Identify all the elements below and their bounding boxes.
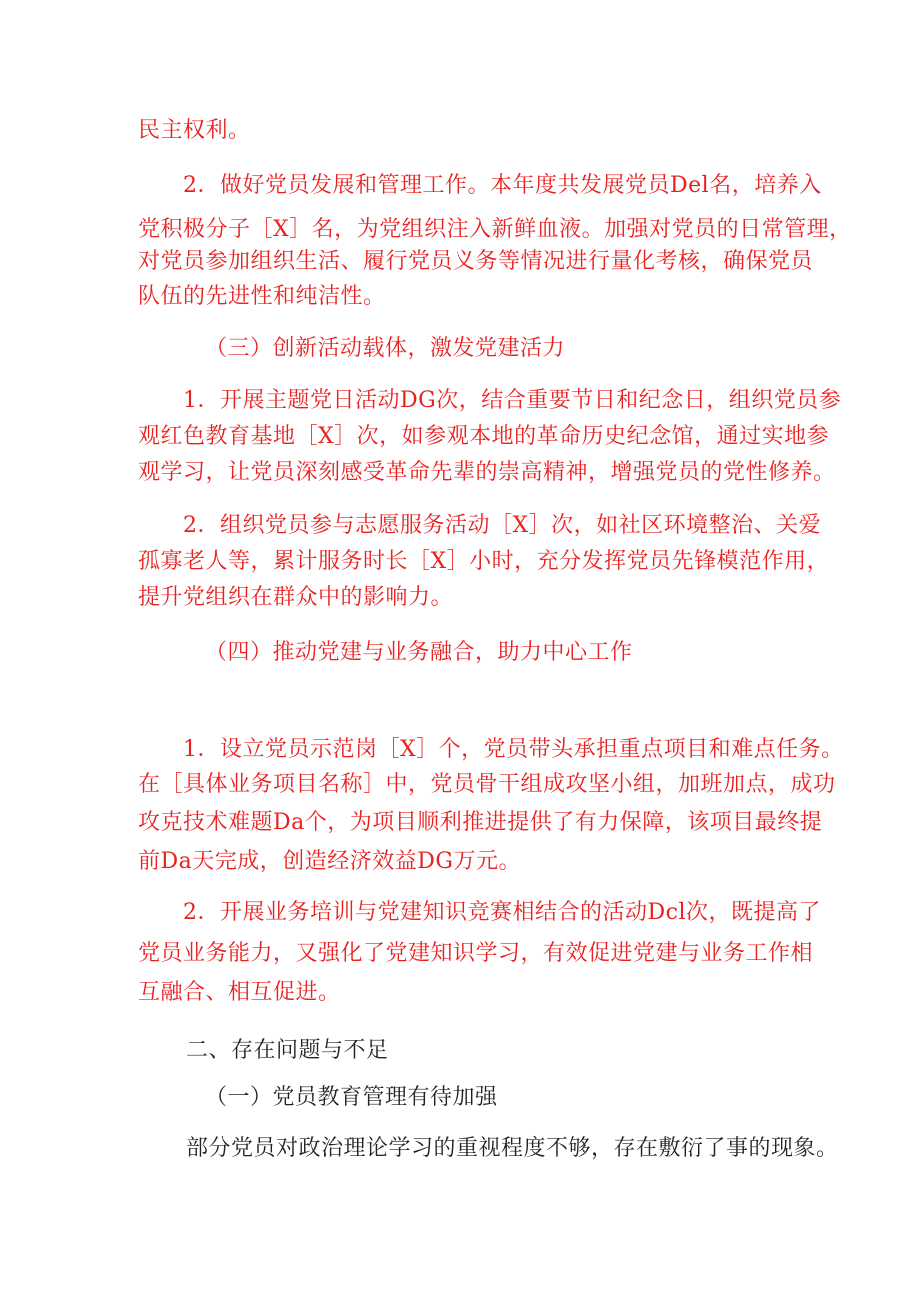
paragraph-line: 孤寡老人等，累计服务时长［X］小时，充分发挥党员先锋模范作用， (138, 549, 830, 574)
paragraph-line: 攻克技术难题Da个，为项目顺利推进提供了有力保障，该项目最终提 (138, 810, 823, 835)
paragraph-line: 部分党员对政治理论学习的重视程度不够，存在敷衍了事的现象。 (186, 1136, 839, 1161)
paragraph-line: 提升党组织在群众中的影响力。 (138, 585, 454, 610)
paragraph-line: 队伍的先进性和纯洁性。 (138, 284, 386, 309)
section-heading: （一）党员教育管理有待加强 (205, 1085, 498, 1110)
paragraph-line: 观红色教育基地［X］次，如参观本地的革命历史纪念馆，通过实地参 (138, 424, 830, 449)
paragraph-line: 对党员参加组织生活、履行党员义务等情况进行量化考核，确保党员 (138, 249, 814, 274)
paragraph-line: 党员业务能力，又强化了党建知识学习，有效促进党建与业务工作相 (138, 941, 814, 966)
paragraph-line: 2．组织党员参与志愿服务活动［X］次，如社区环境整治、关爱 (183, 513, 822, 538)
paragraph-line: 观学习，让党员深刻感受革命先辈的崇高精神，增强党员的党性修养。 (138, 460, 836, 485)
paragraph-line: 1．设立党员示范岗［X］个，党员带头承担重点项目和难点任务。 (183, 737, 844, 762)
paragraph-line: 前Da天完成，创造经济效益DG万元。 (138, 849, 521, 874)
paragraph-line: 在［具体业务项目名称］中，党员骨干组成攻坚小组，加班加点，成功 (138, 772, 836, 797)
paragraph-line: 2．开展业务培训与党建知识竞赛相结合的活动Dcl次，既提高了 (183, 900, 821, 925)
paragraph-line: 互融合、相互促进。 (138, 980, 341, 1005)
paragraph-line: 民主权利。 (138, 118, 251, 143)
section-heading: 二、存在问题与不足 (186, 1038, 389, 1063)
section-heading: （三）创新活动载体，激发党建活力 (205, 336, 566, 361)
paragraph-line: 党积极分子［X］名，为党组织注入新鲜血液。加强对党员的日常管理， (138, 217, 852, 242)
section-heading: （四）推动党建与业务融合，助力中心工作 (205, 640, 633, 665)
paragraph-line: 1．开展主题党日活动DG次，结合重要节日和纪念日，组织党员参 (183, 388, 842, 413)
paragraph-line: 2．做好党员发展和管理工作。本年度共发展党员Del名，培养入 (183, 173, 822, 198)
